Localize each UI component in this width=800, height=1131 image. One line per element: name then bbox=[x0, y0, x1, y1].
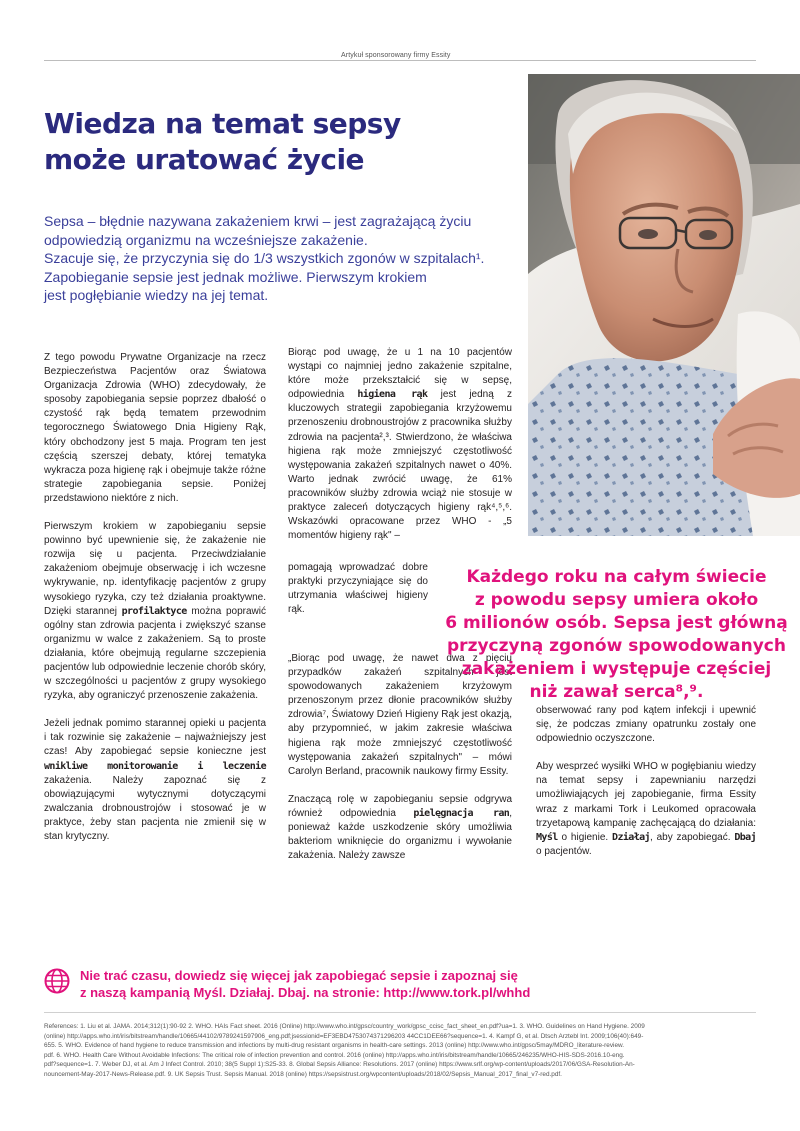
lead-line: jest pogłębianie wiedzy na jej temat. bbox=[44, 287, 269, 304]
paragraph-text: Jeżeli jednak pomimo starannej opieki u pacjenta i tak rozwinie się zakażenie – najważniejszy jest czas! Aby zapobiegać sepsie konieczne jest bbox=[44, 718, 266, 758]
pull-quote-line: zakażeniem i występuje częściej bbox=[461, 659, 772, 679]
references bbox=[44, 1022, 756, 1080]
lead-line: Sepsa – błędnie nazywana zakażeniem krwi – jest zagrażającą życiu bbox=[44, 213, 472, 229]
paragraph: obserwować rany pod kątem infekcji i upewnić się, że podczas zmiany opatrunku zostały one odpowiednio oczyszczone. bbox=[536, 705, 756, 745]
article-title bbox=[44, 106, 444, 178]
article-column-3 bbox=[536, 704, 756, 873]
pull-quote bbox=[444, 566, 789, 704]
bold-term: higiena rąk bbox=[357, 389, 428, 401]
article-column-2-narrow bbox=[288, 561, 428, 631]
reference-line: pdf?sequence=1. 7. Weber DJ, et al. Am J Infect Control. 2010; 38(5 Suppl 1):S25-33. 8. Global Sepsis Alliance: Resolutions. 2017 (online) https://www.srlf.org/wp-content/uploads/2017/06/GSA-Resolution-An- bbox=[44, 1061, 635, 1069]
article-column-2-top bbox=[288, 346, 512, 557]
paragraph-text: Pierwszym krokiem w zapobieganiu sepsie powinno być upewnienie się, że zakażenie nie rozwija się u pacjenta. Przeciwdziałanie zakażeniom obejmuje obserwację i ich wczesne wykrywanie, np. identyfikację pacjentów z grupy wysokiego ryzyka, czy też działania proaktywne. Dzięki starannej bbox=[44, 521, 266, 617]
paragraph-text: Aby wesprzeć wysiłki WHO w pogłębianiu wiedzy na temat sepsy i zapewnianiu narzędzi umożliwiających jej zapobieganie, firma Essity wraz z markami Tork i Leukomed opracowała trzyetapową kampanię zachęcającą do działania: bbox=[536, 761, 756, 829]
paragraph-text: o higienie. bbox=[561, 831, 609, 843]
cta-line: Nie trać czasu, dowiedz się więcej jak zapobiegać sepsie i zapoznaj się bbox=[80, 968, 518, 983]
cta-link-line[interactable]: z naszą kampanią Myśl. Działaj. Dbaj. na stronie: http://www.tork.pl/whhd bbox=[80, 985, 531, 1000]
call-to-action bbox=[80, 967, 700, 1001]
paragraph-text: Biorąc pod uwagę, że u 1 na 10 pacjentów wystąpi co najmniej jedno zakażenie szpitalne, które może przekształcić się w sepsę, odpowiednia bbox=[288, 347, 512, 401]
bold-term: profilaktyce bbox=[121, 605, 187, 617]
title-line-1: Wiedza na temat sepsy bbox=[44, 107, 401, 140]
paragraph bbox=[44, 717, 266, 844]
bold-term: wnikliwe monitorowanie i leczenie bbox=[44, 760, 266, 772]
lead-line: Szacuje się, że przyczynia się do 1/3 wszystkich zgonów w szpitalach¹. bbox=[44, 250, 485, 267]
paragraph: pomagają wprowadzać dobre praktyki przyczyniające się do utrzymania właściwej higieny rąk. bbox=[288, 562, 428, 616]
article-column-1 bbox=[44, 351, 266, 858]
reference-line: nouncement-May-2017-News-Release.pdf. 9. UK Sepsis Trust. Sepsis Manual. 2018 (online) https://sepsistrust.org/wpcontent/uploads/2018/02/Sepsis_Manual_2017_final_v7-red.pdf. bbox=[44, 1070, 562, 1078]
reference-line: (online) http://apps.who.int/iris/bitstream/handle/10665/44102/9789241597906_eng.pdf;jsessionid=EF3EBD4753074371296203 44CC1DEE66?sequence=1. 4. Kampf G, et al. Dtsch Arztebl Int. 2009;106(40):649- bbox=[44, 1032, 644, 1040]
sponsor-divider bbox=[44, 60, 756, 61]
campaign-think: Myśl bbox=[536, 831, 558, 843]
paragraph bbox=[536, 760, 756, 859]
paragraph-text: jest jedną z kluczowych strategii zapobiegania krzyżowemu przenoszeniu drobnoustrojów z pracownika służby zdrowia na pacjenta²,³. Stwierdzono, że właściwa higiena rąk może zmniejszyć częstotliwość występowania zakażeń szpitalnych nawet o 40%. Warto jednak zwrócić uwagę, że 61% pracowników służby zdrowia wciąż nie stosuje w praktyce zaleceń dotyczących higieny rąk⁴,⁵,⁶. Wskazówki opracowane przez WHO - „5 momentów higieny rąk" – bbox=[288, 389, 512, 542]
pull-quote-line: Każdego roku na całym świecie bbox=[466, 567, 767, 587]
lead-paragraph bbox=[44, 212, 524, 305]
paragraph-text: , ponieważ każde uszkodzenie skóry umożliwia bakteriom wniknięcie do organizmu i wywołanie zakażenia. Należy zawsze bbox=[288, 807, 512, 862]
bold-term: pielęgnacja ran bbox=[413, 807, 510, 819]
pull-quote-line: z powodu sepsy umiera około bbox=[474, 590, 759, 610]
sponsor-label: Artykuł sponsorowany firmy Essity bbox=[336, 52, 456, 59]
paragraph-text: można poprawić ogólny stan zdrowia pacjenta i zwiększyć szanse organizmu w walce z zakażeniem. Są to proste działania, które obejmują regularne szczepienia pacjentów lub odpowiednie leczenie chorób skóry, w szczególności u pacjentów z grupy wysokiego ryzyka, aby ograniczyć przenoszenie zakażenia. bbox=[44, 605, 266, 702]
campaign-act: Działaj bbox=[612, 831, 650, 843]
globe-icon bbox=[44, 968, 70, 994]
campaign-care: Dbaj bbox=[734, 831, 757, 843]
lead-line: odpowiedzią organizmu na wcześniejsze zakażenie. bbox=[44, 231, 368, 248]
paragraph bbox=[288, 793, 512, 863]
reference-line: References: 1. Liu et al. JAMA. 2014;312(1):90-92 2. WHO. HAIs Fact sheet. 2016 (Online) http://www.who.int/gpsc/country_work/gpsc_ccisc_fact_sheet_en.pdf?ua=1. 3. WHO. Guidelines on Hand Hygiene. 2009 bbox=[44, 1023, 645, 1030]
paragraph bbox=[44, 520, 266, 703]
pull-quote-line: 6 milionów osób. Sepsa jest główną bbox=[445, 613, 788, 633]
paragraph-text: zakażenia. Należy zapoznać się z obowiązującymi wytycznymi dotyczącymi zwalczania drobnoustrojów i stosować je w praktyce, żeby stan pacjenta nie zmienił się w stan krytyczny. bbox=[44, 774, 266, 842]
paragraph-text: o pacjentów. bbox=[536, 845, 592, 857]
paragraph-text: , aby zapobiegać. bbox=[649, 831, 731, 843]
paragraph bbox=[288, 346, 512, 543]
paragraph-text: Znaczącą rolę w zapobieganiu sepsie odgrywa również odpowiednia bbox=[288, 793, 512, 819]
lead-line: Zapobieganie sepsie jest jednak możliwe. Pierwszym krokiem bbox=[44, 268, 427, 285]
elderly-patient-image bbox=[528, 74, 800, 536]
quote-paragraph: „Biorąc pod uwagę, że nawet dwa z pięciu przypadków zakażeń szpitalnych jest spowodowanych zakażeniem krzyżowym przenoszonym przez dłonie pracowników służby zdrowia⁷, Światowy Dzień Higieny Rąk jest okazją, aby przypomnieć, w jakim zakresie właściwa higiena rąk może zmniejszyć częstotliwość występowania zakażeń szpitalnych" – mówi Carolyn Berland, pracownik naukowy firmy Essity. bbox=[288, 653, 512, 777]
reference-line: pdf. 6. WHO. Health Care Without Avoidable Infections: The critical role of infection prevention and control. 2016 (online) http://apps.who.int/iris/bitstream/handle/10665/246235/WHO-HIS-SDS-2016.10-eng. bbox=[44, 1051, 625, 1059]
reference-line: 655. 5. WHO. Evidence of hand hygiene to reduce transmission and infections by multi-drug resistant organisms in health-care settings. 2013 (online) http://www.who.int/gpsc/5may/MDRO_literature-review. bbox=[44, 1042, 625, 1050]
pull-quote-line: niż zawał serca⁸,⁹. bbox=[529, 682, 704, 702]
pull-quote-line: przyczyną zgonów spowodowanych bbox=[447, 636, 786, 656]
paragraph: Z tego powodu Prywatne Organizacje na rzecz Bezpieczeństwa Pacjentów oraz Światowa Organizacja Zdrowia (WHO) zdecydowały, że sposoby zapobiegania sepsie poprzez dbałość o czystość rąk będą tematem przewodnim tegorocznego Światowego Dnia Higieny Rąk, który obchodzony jest 5 maja. Program ten jest częścią szerszej debaty, której tematyka wykracza poza higienę rąk i obejmuje także różne strategie zapobiegania sepsie. Poniżej przedstawiono niektóre z nich. bbox=[44, 352, 266, 504]
title-line-2: może uratować życie bbox=[44, 143, 365, 176]
patient-photo bbox=[528, 74, 800, 536]
footer-divider bbox=[44, 1012, 756, 1013]
